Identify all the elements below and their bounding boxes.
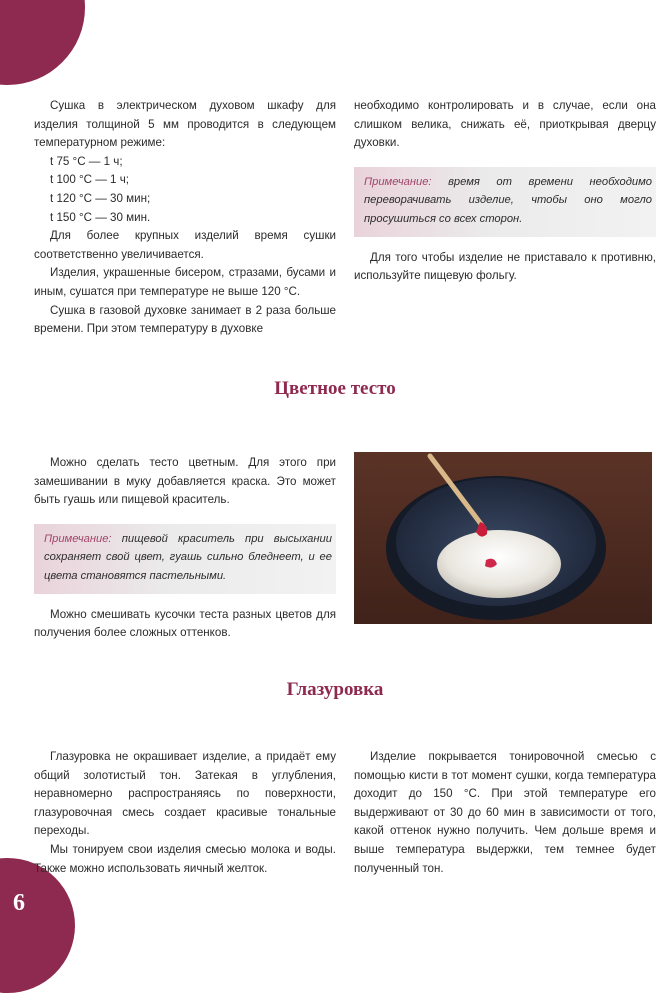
note-label: Примечание: bbox=[44, 532, 112, 545]
paragraph: Изделие покрывается тонировочной смесью с помощью кисти в тот момент сушки, когда температура доходит до 150 °С. При этой температуре его выдерживают от 30 до 60 мин в зависимости от того, какой оттенок нужно получить. Чем дольше время и выше температура выдержки, тем темнее будет полученный тон. bbox=[354, 750, 656, 875]
note-text: время от времени необходимо переворачивать изделие, чтобы оно могло просушиться со всех сторон. bbox=[364, 175, 652, 225]
temperature-item: t 150 °С — 30 мин. bbox=[50, 210, 151, 224]
paragraph: Сушка в газовой духовке занимает в 2 раза больше времени. При этом температуру в духовке bbox=[34, 303, 336, 336]
note-box bbox=[34, 524, 336, 594]
temperature-item: t 75 °С — 1 ч; bbox=[50, 154, 123, 168]
paragraph: Для того чтобы изделие не приставало к противню, используйте пищевую фольгу. bbox=[354, 250, 656, 283]
paragraph: Сушка в электрическом духовом шкафу для изделия толщиной 5 мм проводится в следующем температурном режиме: bbox=[34, 99, 336, 150]
page-number: 6 bbox=[13, 890, 25, 916]
note-box bbox=[354, 167, 656, 237]
colored-dough-column bbox=[34, 454, 336, 643]
glazing-right-column bbox=[354, 748, 656, 878]
paragraph: Можно сделать тесто цветным. Для этого при замешивании в муку добавляется краска. Это может быть гуашь или пищевой краситель. bbox=[34, 456, 336, 507]
note-label: Примечание: bbox=[364, 175, 432, 188]
paragraph: необходимо контролировать и в случае, если она слишком велика, снижать её, приоткрывая дверцу духовки. bbox=[354, 99, 656, 150]
temperature-item: t 120 °С — 30 мин; bbox=[50, 191, 151, 205]
paragraph: Можно смешивать кусочки теста разных цветов для получения более сложных оттенков. bbox=[34, 607, 336, 640]
section-title-glazing: Глазуровка bbox=[286, 679, 384, 700]
paragraph: Глазуровка не окрашивает изделие, а придаёт ему общий золотистый тон. Затекая в углубления, неравномерно распространяясь по поверхности, глазуровочная смесь создает красивые тональные переходы. bbox=[34, 750, 336, 838]
corner-decoration-bottom bbox=[0, 858, 75, 993]
paragraph: Для более крупных изделий время сушки соответственно увеличивается. bbox=[34, 229, 336, 261]
drying-right-column bbox=[354, 97, 656, 286]
note-text: пищевой краситель при высыхании сохраняет свой цвет, гуашь сильно бледнеет, и ее цвета становятся пастельными. bbox=[44, 532, 332, 582]
paragraph: Изделия, украшенные бисером, стразами, бусами и иным, сушатся при температуре не выше 120 °С. bbox=[34, 266, 336, 298]
paragraph: Мы тонируем свои изделия смесью молока и воды. Также можно использовать яичный желток. bbox=[34, 842, 336, 875]
temperature-item: t 100 °С — 1 ч; bbox=[50, 173, 129, 187]
photo-bowl-with-flour bbox=[354, 452, 652, 624]
glazing-left-column bbox=[34, 748, 336, 878]
bowl-illustration bbox=[354, 452, 652, 624]
drying-left-column bbox=[34, 97, 336, 339]
section-title-colored-dough: Цветное тесто bbox=[274, 378, 396, 399]
corner-decoration-top bbox=[0, 0, 85, 85]
